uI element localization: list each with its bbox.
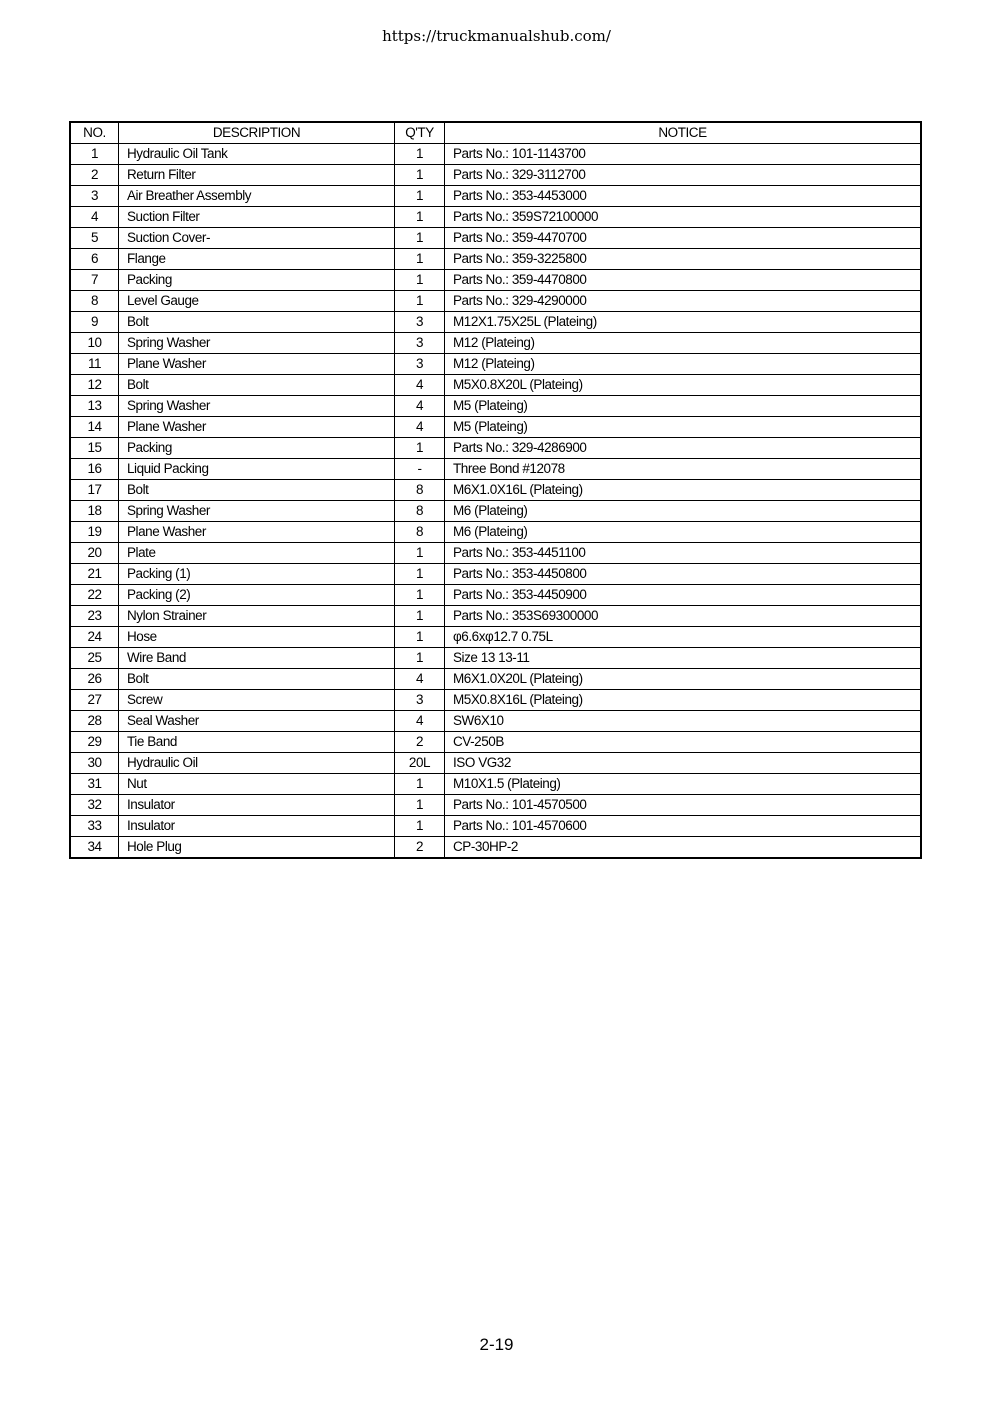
cell-notice: M5 (Plateing)	[445, 396, 922, 417]
cell-notice: M6X1.0X20L (Plateing)	[445, 669, 922, 690]
table-row	[70, 207, 921, 228]
cell-no: 15	[70, 438, 119, 459]
cell-description: Spring Washer	[119, 333, 395, 354]
cell-description: Packing	[119, 270, 395, 291]
cell-description: Hose	[119, 627, 395, 648]
cell-no: 1	[70, 144, 119, 165]
table-row	[70, 459, 921, 480]
cell-no: 9	[70, 312, 119, 333]
cell-no: 33	[70, 816, 119, 837]
cell-notice: SW6X10	[445, 711, 922, 732]
table-row	[70, 396, 921, 417]
cell-notice: Parts No.: 353-4453000	[445, 186, 922, 207]
header-url: https://truckmanualshub.com/	[382, 27, 611, 45]
column-header-notice: NOTICE	[445, 122, 922, 144]
cell-no: 8	[70, 291, 119, 312]
cell-qty: 1	[395, 228, 445, 249]
cell-notice: Parts No.: 329-4290000	[445, 291, 922, 312]
cell-no: 34	[70, 837, 119, 859]
cell-qty: 1	[395, 774, 445, 795]
cell-description: Screw	[119, 690, 395, 711]
cell-no: 6	[70, 249, 119, 270]
cell-notice: Parts No.: 101-4570500	[445, 795, 922, 816]
table-row	[70, 690, 921, 711]
cell-notice: M6X1.0X16L (Plateing)	[445, 480, 922, 501]
cell-no: 20	[70, 543, 119, 564]
cell-notice: Parts No.: 353-4451100	[445, 543, 922, 564]
table-row	[70, 669, 921, 690]
cell-qty: 1	[395, 606, 445, 627]
cell-no: 2	[70, 165, 119, 186]
cell-no: 30	[70, 753, 119, 774]
cell-qty: 1	[395, 564, 445, 585]
page-number: 2-19	[479, 1335, 514, 1354]
cell-qty: 1	[395, 270, 445, 291]
table-row	[70, 501, 921, 522]
cell-qty: 1	[395, 207, 445, 228]
cell-notice: Parts No.: 101-4570600	[445, 816, 922, 837]
cell-qty: 1	[395, 165, 445, 186]
cell-description: Packing (2)	[119, 585, 395, 606]
cell-notice: M6 (Plateing)	[445, 501, 922, 522]
cell-qty: 1	[395, 816, 445, 837]
cell-notice: Parts No.: 359-3225800	[445, 249, 922, 270]
column-header-no: NO.	[70, 122, 119, 144]
header-row	[70, 122, 921, 144]
cell-description: Bolt	[119, 375, 395, 396]
cell-qty: 1	[395, 438, 445, 459]
cell-notice: Parts No.: 359S72100000	[445, 207, 922, 228]
table-row	[70, 753, 921, 774]
cell-no: 22	[70, 585, 119, 606]
cell-no: 12	[70, 375, 119, 396]
cell-notice: ISO VG32	[445, 753, 922, 774]
cell-notice: φ6.6xφ12.7 0.75L	[445, 627, 922, 648]
cell-notice: Parts No.: 353S69300000	[445, 606, 922, 627]
cell-qty: 1	[395, 249, 445, 270]
table-row	[70, 774, 921, 795]
table-row	[70, 606, 921, 627]
cell-description: Air Breather Assembly	[119, 186, 395, 207]
cell-no: 25	[70, 648, 119, 669]
cell-description: Packing	[119, 438, 395, 459]
cell-notice: Parts No.: 359-4470800	[445, 270, 922, 291]
parts-table	[69, 121, 922, 859]
cell-no: 32	[70, 795, 119, 816]
cell-description: Hydraulic Oil Tank	[119, 144, 395, 165]
cell-description: Nut	[119, 774, 395, 795]
table-row	[70, 291, 921, 312]
cell-description: Spring Washer	[119, 501, 395, 522]
cell-notice: M5 (Plateing)	[445, 417, 922, 438]
cell-qty: 1	[395, 648, 445, 669]
cell-no: 24	[70, 627, 119, 648]
cell-description: Level Gauge	[119, 291, 395, 312]
cell-description: Liquid Packing	[119, 459, 395, 480]
cell-description: Plane Washer	[119, 354, 395, 375]
table-row	[70, 333, 921, 354]
table-row	[70, 165, 921, 186]
cell-description: Bolt	[119, 480, 395, 501]
cell-description: Flange	[119, 249, 395, 270]
table-row	[70, 522, 921, 543]
cell-no: 29	[70, 732, 119, 753]
cell-no: 19	[70, 522, 119, 543]
cell-description: Packing (1)	[119, 564, 395, 585]
table-row	[70, 228, 921, 249]
cell-description: Suction Cover-	[119, 228, 395, 249]
cell-no: 14	[70, 417, 119, 438]
cell-no: 21	[70, 564, 119, 585]
cell-no: 11	[70, 354, 119, 375]
cell-description: Return Filter	[119, 165, 395, 186]
cell-notice: CP-30HP-2	[445, 837, 922, 859]
cell-description: Hydraulic Oil	[119, 753, 395, 774]
cell-qty: 1	[395, 543, 445, 564]
cell-qty: 1	[395, 585, 445, 606]
cell-qty: 8	[395, 501, 445, 522]
parts-table-body	[70, 144, 921, 859]
cell-notice: Parts No.: 329-4286900	[445, 438, 922, 459]
cell-description: Plane Washer	[119, 417, 395, 438]
cell-notice: M5X0.8X16L (Plateing)	[445, 690, 922, 711]
cell-description: Nylon Strainer	[119, 606, 395, 627]
cell-notice: M12X1.75X25L (Plateing)	[445, 312, 922, 333]
cell-qty: 3	[395, 312, 445, 333]
cell-notice: M10X1.5 (Plateing)	[445, 774, 922, 795]
cell-description: Plate	[119, 543, 395, 564]
cell-qty: 8	[395, 522, 445, 543]
cell-notice: Parts No.: 353-4450900	[445, 585, 922, 606]
table-row	[70, 711, 921, 732]
cell-no: 13	[70, 396, 119, 417]
table-row	[70, 732, 921, 753]
table-row	[70, 438, 921, 459]
cell-description: Seal Washer	[119, 711, 395, 732]
column-header-qty: Q'TY	[395, 122, 445, 144]
cell-description: Hole Plug	[119, 837, 395, 859]
table-row	[70, 480, 921, 501]
cell-no: 3	[70, 186, 119, 207]
cell-qty: -	[395, 459, 445, 480]
table-row	[70, 627, 921, 648]
cell-qty: 1	[395, 795, 445, 816]
cell-notice: Parts No.: 101-1143700	[445, 144, 922, 165]
cell-description: Spring Washer	[119, 396, 395, 417]
cell-no: 5	[70, 228, 119, 249]
cell-qty: 4	[395, 711, 445, 732]
cell-no: 31	[70, 774, 119, 795]
table-row	[70, 417, 921, 438]
table-row	[70, 648, 921, 669]
cell-description: Plane Washer	[119, 522, 395, 543]
cell-notice: M12 (Plateing)	[445, 354, 922, 375]
cell-qty: 1	[395, 144, 445, 165]
parts-table-header	[70, 122, 921, 144]
cell-description: Wire Band	[119, 648, 395, 669]
cell-notice: Size 13 13-11	[445, 648, 922, 669]
table-row	[70, 186, 921, 207]
cell-no: 16	[70, 459, 119, 480]
cell-no: 17	[70, 480, 119, 501]
table-row	[70, 354, 921, 375]
cell-qty: 3	[395, 690, 445, 711]
cell-no: 27	[70, 690, 119, 711]
cell-notice: M6 (Plateing)	[445, 522, 922, 543]
cell-notice: Parts No.: 353-4450800	[445, 564, 922, 585]
cell-qty: 4	[395, 669, 445, 690]
table-row	[70, 585, 921, 606]
cell-no: 7	[70, 270, 119, 291]
cell-notice: Parts No.: 329-3112700	[445, 165, 922, 186]
cell-qty: 4	[395, 417, 445, 438]
cell-description: Insulator	[119, 795, 395, 816]
cell-qty: 3	[395, 333, 445, 354]
column-header-description: DESCRIPTION	[119, 122, 395, 144]
cell-qty: 3	[395, 354, 445, 375]
cell-description: Bolt	[119, 669, 395, 690]
cell-no: 28	[70, 711, 119, 732]
cell-qty: 1	[395, 291, 445, 312]
table-row	[70, 249, 921, 270]
cell-qty: 1	[395, 627, 445, 648]
cell-description: Tie Band	[119, 732, 395, 753]
cell-no: 10	[70, 333, 119, 354]
cell-qty: 4	[395, 375, 445, 396]
cell-notice: CV-250B	[445, 732, 922, 753]
cell-description: Suction Filter	[119, 207, 395, 228]
cell-qty: 2	[395, 732, 445, 753]
table-row	[70, 543, 921, 564]
cell-qty: 2	[395, 837, 445, 859]
cell-notice: Parts No.: 359-4470700	[445, 228, 922, 249]
cell-qty: 8	[395, 480, 445, 501]
table-row	[70, 375, 921, 396]
cell-qty: 4	[395, 396, 445, 417]
table-row	[70, 816, 921, 837]
cell-no: 23	[70, 606, 119, 627]
table-row	[70, 837, 921, 859]
table-row	[70, 795, 921, 816]
cell-qty: 1	[395, 186, 445, 207]
cell-notice: M12 (Plateing)	[445, 333, 922, 354]
cell-qty: 20L	[395, 753, 445, 774]
cell-notice: M5X0.8X20L (Plateing)	[445, 375, 922, 396]
table-row	[70, 564, 921, 585]
cell-no: 26	[70, 669, 119, 690]
cell-no: 18	[70, 501, 119, 522]
table-row	[70, 312, 921, 333]
table-row	[70, 270, 921, 291]
table-row	[70, 144, 921, 165]
cell-description: Bolt	[119, 312, 395, 333]
cell-description: Insulator	[119, 816, 395, 837]
cell-notice: Three Bond #12078	[445, 459, 922, 480]
cell-no: 4	[70, 207, 119, 228]
